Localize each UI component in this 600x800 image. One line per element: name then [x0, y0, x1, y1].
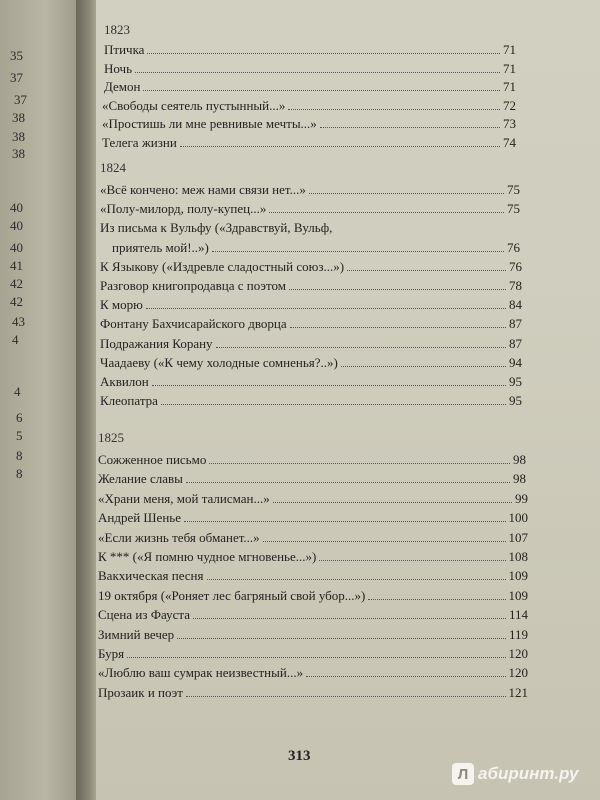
- toc-entry-title: «Если жизнь тебя обманет...»: [98, 529, 260, 545]
- toc-entry-page: 71: [503, 79, 516, 94]
- toc-entry: [98, 471, 526, 487]
- leader-dots: [135, 61, 500, 73]
- leader-dots: [127, 646, 505, 658]
- toc-entry-title: К *** («Я помню чудное мгновенье...»): [98, 549, 317, 564]
- toc-entry-page: 78: [509, 278, 522, 293]
- toc-entry-title: Желание славы: [98, 471, 183, 487]
- leader-dots: [152, 374, 506, 386]
- toc-entry-title: «Свободы сеятель пустынный...»: [102, 97, 286, 113]
- leader-dots: [161, 393, 506, 405]
- left-page-number: 40: [10, 200, 23, 215]
- toc-entry-page: 95: [509, 374, 522, 389]
- toc-entry-page: 98: [513, 471, 526, 487]
- toc-entry: [100, 393, 522, 409]
- toc-entry-title: Вакхическая песня: [98, 568, 204, 584]
- leader-dots: [273, 491, 512, 503]
- toc-entry-title: Подражания Корану: [100, 335, 213, 351]
- toc-entry-title: К морю: [100, 297, 143, 313]
- toc-entry-page: 75: [507, 201, 520, 217]
- toc-entry-page: 76: [509, 258, 522, 274]
- toc-entry-title: Птичка: [104, 42, 145, 57]
- left-page-number: 5: [16, 428, 23, 443]
- leader-dots: [306, 665, 505, 677]
- toc-entry-title: «Простишь ли мне ревнивые мечты...»: [102, 116, 317, 131]
- toc-entry-title: Сцена из Фауста: [98, 607, 190, 623]
- page-number: 313: [288, 748, 311, 764]
- toc-entry: [98, 510, 528, 526]
- leader-dots: [209, 452, 510, 464]
- left-page-number: 38: [12, 110, 25, 125]
- toc-entry-page: 87: [509, 316, 522, 332]
- toc-entry-title: Телега жизни: [102, 134, 177, 150]
- leader-dots: [184, 510, 506, 522]
- toc-entry-page: 99: [515, 490, 528, 506]
- leader-dots: [347, 259, 506, 271]
- leader-dots: [320, 116, 500, 128]
- toc-entry-title: Фонтану Бахчисарайского дворца: [100, 316, 287, 332]
- toc-entry: [98, 549, 528, 565]
- toc-entry-page: 100: [508, 510, 528, 526]
- toc-entry-title-line: Из письма к Вульфу («Здравствуй, Вульф,: [100, 220, 333, 236]
- toc-entry-title: Ночь: [104, 60, 133, 76]
- watermark-logo-icon: Л: [452, 763, 474, 785]
- toc-entry: [102, 98, 516, 114]
- toc-entry-title: «Полу-милорд, полу-купец...»: [100, 201, 267, 217]
- leader-dots: [193, 607, 506, 619]
- toc-entry: [100, 201, 520, 217]
- left-page-number: 4: [12, 332, 19, 347]
- leader-dots: [288, 98, 500, 110]
- toc-entry: [98, 568, 528, 584]
- toc-entry-title: Разговор книгопродавца с поэтом: [100, 278, 286, 293]
- toc-entry-title: приятель мой!..»): [112, 239, 209, 255]
- toc-entry-page: 94: [509, 354, 522, 370]
- toc-entry-page: 87: [509, 335, 522, 351]
- left-page-number: 4: [14, 384, 21, 399]
- leader-dots: [180, 135, 500, 147]
- toc-entry-page: 109: [508, 587, 528, 603]
- toc-entry-page: 98: [513, 452, 526, 467]
- toc-entry: [98, 452, 526, 468]
- leader-dots: [207, 568, 506, 580]
- toc-entry-page: 109: [508, 568, 528, 584]
- left-page-number: 40: [10, 218, 23, 233]
- toc-entry: [98, 588, 528, 604]
- toc-entry-page: 114: [508, 607, 528, 623]
- leader-dots: [263, 530, 506, 542]
- toc-entry: [112, 240, 520, 256]
- leader-dots: [147, 42, 500, 54]
- toc-entry-page: 73: [503, 116, 516, 131]
- toc-entry: [102, 116, 516, 132]
- toc-entry-page: 119: [508, 626, 528, 642]
- toc-entry-page: 84: [509, 297, 522, 313]
- section-year: 1825: [98, 430, 124, 445]
- left-page-number: 41: [10, 258, 23, 273]
- toc-entry: [100, 297, 522, 313]
- leader-dots: [289, 278, 506, 290]
- toc-entry: [98, 530, 528, 546]
- toc-entry: [100, 316, 522, 332]
- section-year: 1824: [100, 160, 126, 175]
- section-year: 1823: [104, 22, 130, 37]
- toc-entry-title: Демон: [104, 79, 141, 94]
- toc-entry: [100, 374, 522, 390]
- leader-dots: [177, 627, 506, 639]
- toc-entry-page: 120: [508, 646, 528, 661]
- leader-dots: [368, 588, 505, 600]
- toc-entry-page: 95: [509, 393, 522, 409]
- toc-entry-page: 108: [508, 549, 528, 564]
- toc-entry: [100, 355, 522, 371]
- leader-dots: [341, 355, 506, 367]
- left-page-number: 43: [12, 314, 25, 329]
- toc-entry: [98, 627, 528, 643]
- toc-entry: [98, 685, 528, 701]
- toc-entry: [98, 491, 528, 507]
- left-page-number: 6: [16, 410, 23, 425]
- toc-entry-title: К Языкову («Издревле сладостный союз...»): [100, 258, 345, 274]
- watermark: [452, 763, 578, 785]
- leader-dots: [186, 471, 510, 483]
- toc-entry-title: «Всё кончено: меж нами связи нет...»: [100, 182, 306, 197]
- toc-entry-title: Андрей Шенье: [98, 510, 181, 526]
- leader-dots: [212, 240, 504, 252]
- toc-entry: [100, 182, 520, 198]
- toc-entry: [104, 61, 516, 77]
- toc-entry-page: 71: [503, 42, 516, 57]
- leader-dots: [216, 336, 506, 348]
- left-page-number: 38: [12, 129, 25, 144]
- leader-dots: [269, 201, 504, 213]
- left-page-number: 37: [14, 92, 27, 107]
- toc-entry: [104, 42, 516, 58]
- left-page-number: 8: [16, 466, 23, 481]
- toc-entry-page: 75: [507, 182, 520, 197]
- left-page-number: 38: [12, 146, 25, 161]
- toc-entry: [98, 646, 528, 662]
- toc-entry: [104, 79, 516, 95]
- toc-entry-page: 120: [508, 665, 528, 681]
- left-page-number: 42: [10, 276, 23, 291]
- leader-dots: [309, 182, 504, 194]
- toc-entry-page: 107: [508, 529, 528, 545]
- left-page-number: 40: [10, 240, 23, 255]
- toc-entry-page: 71: [503, 60, 516, 76]
- leader-dots: [143, 79, 500, 91]
- toc-entry: [102, 135, 516, 151]
- toc-entry-page: 121: [508, 684, 528, 700]
- toc-entry-title: Чаадаеву («К чему холодные сомненья?..»): [100, 354, 338, 370]
- toc-entry-title: «Храни меня, мой талисман...»: [98, 490, 270, 506]
- toc-entry-page: 72: [503, 97, 516, 113]
- watermark-text: абиринт.ру: [478, 764, 579, 783]
- toc-entry-title: Буря: [98, 646, 125, 661]
- left-page-number: 37: [10, 70, 23, 85]
- toc-entry-page: 76: [507, 239, 520, 255]
- toc-entry-title: Сожженное письмо: [98, 452, 207, 467]
- leader-dots: [146, 297, 506, 309]
- toc-entry: [98, 665, 528, 681]
- left-page-number: 42: [10, 294, 23, 309]
- toc-entry-title: Зимний вечер: [98, 626, 175, 642]
- toc-entry: [100, 278, 522, 294]
- left-page-number: 8: [16, 448, 23, 463]
- toc-entry-title: Клеопатра: [100, 393, 158, 409]
- toc-entry-title: 19 октября («Роняет лес багряный свой убор...»): [98, 587, 366, 603]
- leader-dots: [290, 316, 506, 328]
- toc-entry: [100, 336, 522, 352]
- toc-entry-title: «Люблю ваш сумрак неизвестный...»: [98, 665, 304, 681]
- leader-dots: [319, 549, 505, 561]
- toc-entry-page: 74: [503, 134, 516, 150]
- toc-entry-title: Аквилон: [100, 374, 149, 389]
- leader-dots: [186, 685, 506, 697]
- toc-entry: [98, 607, 528, 623]
- toc-entry-title: Прозаик и поэт: [98, 684, 183, 700]
- left-page-number: 35: [10, 48, 23, 63]
- toc-entry: [100, 259, 522, 275]
- book-gutter: [76, 0, 98, 800]
